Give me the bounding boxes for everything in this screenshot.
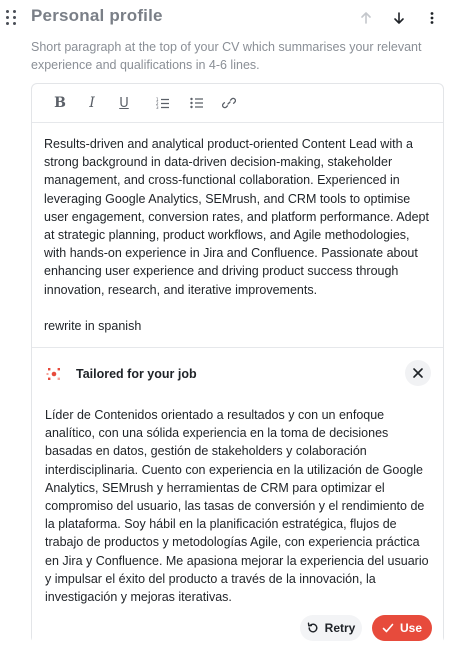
bold-button[interactable]: B bbox=[54, 95, 66, 111]
retry-button[interactable] bbox=[300, 615, 362, 641]
use-label: Use bbox=[399, 621, 422, 635]
use-button[interactable] bbox=[372, 615, 432, 641]
move-up-button[interactable] bbox=[354, 6, 378, 30]
italic-button[interactable]: I bbox=[89, 95, 95, 111]
profile-text: Results-driven and analytical product-oriented Content Lead with a strong background in data-driven decision-making, stakeholder management, and cross-functional collaboration. Experienced in leveraging Google Analytics, SEMrush, and CRM tools to optimise user engagement, conversion rates, and platform performance. Adept at strategic planning, product workflows, and Agile methodologies, with hands-on experience in Jira and Confluence. Passionate about enhancing user experience and driving product success through innovation, research, and iterative improvements. bbox=[44, 137, 429, 297]
ai-prompt-text: rewrite in spanish bbox=[44, 318, 142, 333]
section-description: Short paragraph at the top of your CV which summarises your relevant experience and qualifications in 4-6 lines. bbox=[31, 40, 422, 72]
sparkle-icon bbox=[46, 366, 62, 382]
editor-toolbar bbox=[32, 84, 443, 123]
close-button[interactable] bbox=[405, 360, 431, 386]
ai-panel-title: Tailored for your job bbox=[76, 367, 197, 381]
underline-button[interactable]: U bbox=[119, 95, 129, 111]
svg-text:2: 2 bbox=[156, 101, 159, 106]
more-options-button[interactable] bbox=[420, 6, 444, 30]
close-icon bbox=[412, 367, 424, 379]
retry-icon bbox=[307, 622, 319, 634]
move-down-button[interactable] bbox=[387, 6, 411, 30]
retry-label: Retry bbox=[324, 621, 356, 635]
bullet-list-button[interactable] bbox=[187, 93, 207, 113]
bullet-list-icon bbox=[190, 97, 204, 109]
svg-text:1: 1 bbox=[156, 97, 159, 102]
section-header bbox=[0, 0, 463, 36]
svg-text:3: 3 bbox=[156, 105, 159, 109]
link-button[interactable] bbox=[219, 93, 239, 113]
link-icon bbox=[222, 96, 236, 110]
ordered-list-button[interactable] bbox=[153, 93, 173, 113]
arrow-down-icon bbox=[392, 11, 406, 25]
more-vertical-icon bbox=[425, 11, 439, 25]
rich-text-editor bbox=[31, 83, 444, 643]
drag-handle-icon[interactable] bbox=[6, 10, 18, 26]
ai-panel-header bbox=[46, 364, 197, 384]
ai-suggestion-text: Líder de Contenidos orientado a resultados y con un enfoque analítico, con una sólida experiencia en la toma de decisiones basadas en datos, gestión de stakeholders y colaboración interdisciplinaria. Cuento con experiencia en la utilización de Google Analytics, SEMrush y herramientas de CRM para optimizar el compromiso del usuario, las tasas de conversión y el rendimiento de la plataforma. Soy hábil en la planificación estratégica, flujos de trabajo de productos y metodologías Agile, con experiencia práctica en Jira y Confluence. Me apasiona mejorar la experiencia del usuario y impulsar el éxito del producto a través de la innovación, la investigación y mejoras iterativas. bbox=[45, 408, 429, 605]
section-title: Personal profile bbox=[31, 6, 163, 25]
check-icon bbox=[382, 622, 394, 634]
arrow-up-icon bbox=[359, 11, 373, 25]
ordered-list-icon bbox=[156, 97, 170, 109]
editor-content[interactable] bbox=[44, 135, 429, 335]
ai-suggestion-panel bbox=[32, 347, 443, 643]
